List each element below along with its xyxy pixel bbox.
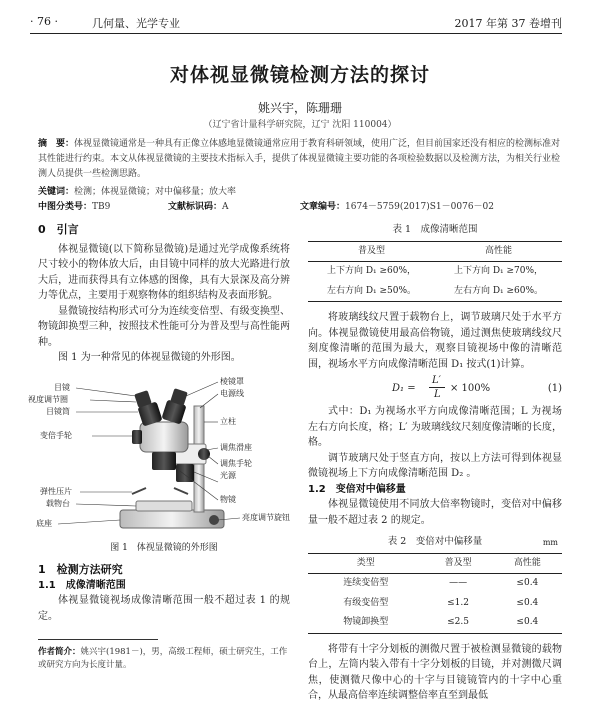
table-cell: ≤0.4 (516, 597, 539, 608)
table-row (308, 282, 562, 302)
table-2-caption-row (308, 534, 562, 550)
table-cell: 连续变倍型 (343, 578, 389, 588)
clc-code: 中图分类号：TB9 (38, 202, 111, 212)
table-1-caption: 表 1 成像清晰范围 (392, 224, 478, 235)
formula-lhs: D₁ = (392, 383, 416, 394)
article-title: 对体视显微镜检测方法的探讨 (169, 64, 430, 86)
section-1-2-method-paragraph: 将带有十字分划板的测微尺置于被检测显微镜的载物台上，左筒内装入带有十字分划板的目镜，并对测微尺调焦，使测微尺像中心的十字与目镜镜管内的十字中心重合，从最高倍率连续调整倍率直至到最低 (308, 643, 562, 701)
method-paragraph-2: 式中：D₁ 为视场水平方向成像清晰范围；L 为视场左右方向长度，格；L′ 为玻璃线纹尺刻度像清晰的长度，格。 (308, 406, 562, 448)
section-intro-heading: 0 引言 (38, 223, 79, 236)
journal-section: 几何量、光学专业 (92, 17, 180, 30)
table-2-header: 普及型 (423, 553, 492, 574)
section-1-heading: 1 检测方法研究 (38, 563, 123, 576)
section-1-2-paragraph: 体视显微镜使用不同放大倍率物镜时，变倍对中偏移量一般不超过表 2 的规定。 (308, 499, 562, 526)
table-cell: 上下方向 D₁ ≥70%， (453, 266, 544, 276)
table-cell: ≤2.5 (423, 613, 492, 633)
table-2 (308, 553, 562, 634)
section-1-2-heading: 1.2 变倍对中偏移量 (308, 483, 406, 495)
label-light-source: 光源 (220, 471, 236, 480)
keywords-text: 检测；体视显微镜；对中偏移量；放大率 (74, 187, 237, 197)
formula-denominator: L (434, 389, 441, 400)
abstract-label: 摘 要： (38, 139, 75, 149)
footnote-label: 作者简介： (38, 647, 81, 657)
right-column (308, 222, 562, 704)
method-paragraph-3: 调节玻璃尺处于竖直方向，按以上方法可得到体视显微镜视场上下方向成像清晰范围 D₂ 。 (308, 452, 562, 479)
label-objective: 物镜 (220, 495, 236, 504)
abstract (38, 137, 562, 182)
label-eyepiece-tube: 目镜筒 (46, 407, 70, 416)
table-cell: 有级变倍型 (343, 597, 389, 608)
label-zoom-knob: 变倍手轮 (40, 431, 72, 440)
authors: 姚兴宇，陈珊珊 (257, 101, 342, 115)
table-cell: —— (449, 578, 468, 588)
abstract-text: 体视显微镜通常是一种具有正像立体感地显微镜通常应用于教育科研领域，使用广泛，但目前国家还没有相应的检测标准对其性能进行约束。本文从体视显微镜的主要技术指标入手，提供了体视显微镜主要功能的各项检验数据以及检测方法，为相关行业检测人员提供一些检测思路。 (38, 139, 561, 179)
keywords-label: 关键词： (38, 187, 75, 197)
table-1-header: 普及型 (308, 241, 435, 262)
table-cell: ≤1.2 (447, 597, 469, 608)
label-stage: 载物台 (46, 499, 70, 508)
keywords (38, 184, 236, 197)
microscope-figure (28, 360, 300, 570)
figure-caption: 图 1 体视显微镜的外形图 (110, 543, 218, 553)
header-rule (30, 33, 562, 34)
classification-line (38, 199, 562, 213)
article-number: 文章编号：1674－5759(2017)S1－0076－02 (300, 202, 494, 212)
method-paragraph-1: 将玻璃线纹尺置于载物台上，调节玻璃尺处于水平方向。体视显微镜使用最高倍物镜，通过测焦使玻璃线纹尺刻度像清晰的范围为最大，观察目镜视场中像的清晰范围，视场水平方向成像清晰范围 D₁ 按式(1)计算。 (308, 312, 562, 370)
table-cell: ≤0.4 (493, 613, 562, 633)
label-pillar: 立柱 (220, 417, 236, 426)
table-row (308, 574, 562, 594)
label-brightness-knob: 亮度调节旋钮 (242, 513, 290, 522)
doc-code: 文献标识码：A (168, 202, 229, 212)
label-prism-cover: 棱镜罩 (220, 377, 244, 386)
running-header (30, 15, 562, 31)
table-cell: ≤0.4 (516, 578, 539, 588)
table-cell: 左右方向 D₁ ≥50%。 (308, 282, 435, 302)
formula-tail: × 100% (450, 383, 491, 394)
table-row (308, 613, 562, 633)
label-diopter-ring: 视度调节圈 (28, 395, 68, 404)
label-stage-clip: 弹性压片 (40, 487, 72, 496)
table-2-header: 类型 (308, 553, 423, 574)
left-column (38, 222, 290, 366)
table-2-caption: 表 2 变倍对中偏移量 (387, 536, 483, 547)
section-1-1-paragraph: 体视显微镜视场成像清晰范围一般不超过表 1 的规定。 (38, 595, 290, 622)
table-1 (308, 241, 562, 303)
table-2-unit: mm (542, 538, 558, 547)
section-1-1-heading: 1.1 成像清晰范围 (38, 579, 126, 591)
table-1-header: 高性能 (435, 241, 562, 262)
intro-paragraph-1: 体视显微镜(以下简称显微镜)是通过光学成像系统将尺寸较小的物体放大后，由目镜中同样的放大光路进行放大后，进而获得具有立体感的图像，具有大景深及高分辨力等优点，主要用于观察物体的组织结构及表面形貌。 (38, 243, 290, 301)
affiliation: （辽宁省计量科学研究院，辽宁 沈阳 110004） (203, 120, 397, 130)
formula-number: (1) (547, 383, 562, 394)
table-cell: 物镜卸换型 (308, 613, 423, 633)
table-cell: 上下方向 D₁ ≥60%， (326, 266, 417, 276)
label-focus-slide: 调焦滑座 (220, 443, 252, 452)
label-eyepiece: 目镜 (54, 383, 70, 392)
table-row (308, 262, 562, 282)
formula-numerator: L′ (432, 375, 441, 386)
footnote-rule (38, 639, 158, 640)
page-number: · 76 · (30, 15, 58, 28)
formula-1 (308, 376, 562, 400)
table-2-header: 高性能 (493, 553, 562, 574)
intro-paragraph-3: 图 1 为一种常见的体视显微镜的外形图。 (58, 352, 241, 363)
intro-paragraph-2: 显微镜按结构形式可分为连续变倍型、有级变换型、物镜卸换型三种，按照技术性能可分为普及型与高性能两种。 (38, 305, 290, 348)
left-column-lower (38, 562, 290, 624)
label-focus-knob: 调焦手轮 (220, 459, 252, 468)
table-cell: 左右方向 D₁ ≥60%。 (435, 282, 562, 302)
author-footnote (38, 646, 290, 672)
table-row (308, 594, 562, 614)
footnote-text: 姚兴宇(1981－)，男，高级工程师，硕士研究生，工作或研究方向为长度计量。 (38, 647, 288, 670)
label-base: 底座 (36, 519, 52, 528)
label-power-cord: 电源线 (220, 389, 244, 398)
issue-info: 2017 年第 37 卷增刊 (454, 17, 562, 30)
